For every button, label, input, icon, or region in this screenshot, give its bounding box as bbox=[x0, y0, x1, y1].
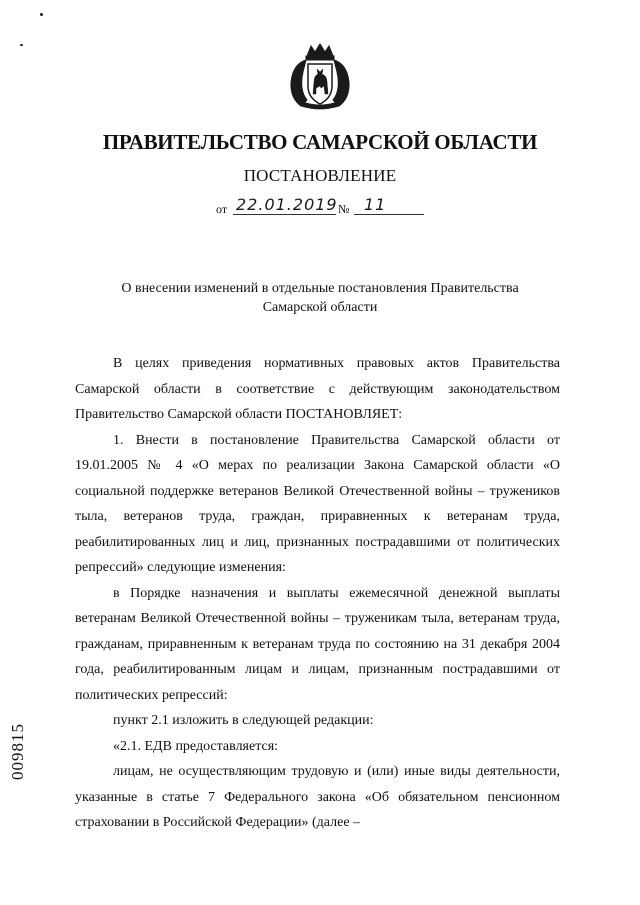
paragraph: «2.1. ЕДВ предоставляется: bbox=[113, 738, 279, 754]
date-number-line bbox=[216, 195, 436, 217]
scan-speck bbox=[40, 13, 43, 16]
date-underline bbox=[233, 214, 336, 215]
paragraph: в Порядке назначения и выплаты ежемесячной денежной выплаты ветеранам Великой Отечественной войны – труженикам тыла, ветеранам труда, гражданам, приравненным к ветеранам труда по состоянию на 31 декабря 2004 года, реабилитированным лицам и лицам, признанным пострадавшими от политических репрессий: bbox=[75, 585, 560, 703]
paragraph: лицам, не осуществляющим трудовую и (или) иные виды деятельности, указанные в статье 7 Федерального закона «Об обязательном пенсионном страховании в Российской Федерации» (далее – bbox=[75, 764, 560, 830]
document-subject: О внесении изменений в отдельные постановления Правительства Самарской области bbox=[121, 281, 519, 315]
number-underline bbox=[354, 214, 424, 215]
paragraph: В целях приведения нормативных правовых актов Правительства Самарской области в соответствие с действующим законодательством Правительство Самарской области ПОСТАНОВЛЯЕТ: bbox=[75, 356, 560, 422]
handwritten-number: 11 bbox=[364, 195, 387, 214]
side-serial-number: 009815 bbox=[8, 723, 27, 780]
government-title: ПРАВИТЕЛЬСТВО САМАРСКОЙ ОБЛАСТИ bbox=[102, 130, 538, 154]
number-label: № bbox=[338, 202, 350, 216]
samara-coat-of-arms-icon bbox=[287, 42, 353, 112]
scan-speck bbox=[20, 44, 23, 46]
document-body bbox=[75, 351, 560, 836]
paragraph: пункт 2.1 изложить в следующей редакции: bbox=[113, 713, 374, 728]
from-label: от bbox=[216, 202, 228, 216]
document-type: ПОСТАНОВЛЕНИЕ bbox=[243, 166, 397, 185]
handwritten-date: 22.01.2019 bbox=[236, 195, 338, 214]
paragraph: 1. Внести в постановление Правительства Самарской области от 19.01.2005 № 4 «О мерах по реализации Закона Самарской области «О социальной поддержке ветеранов Великой Отечественной войны – тружеников тыла, ветеранов труда, граждан, приравненных к ветеранам труда, реабилитированных лиц и лиц, признанных пострадавшими от политических репрессий» следующие изменения: bbox=[75, 432, 560, 575]
